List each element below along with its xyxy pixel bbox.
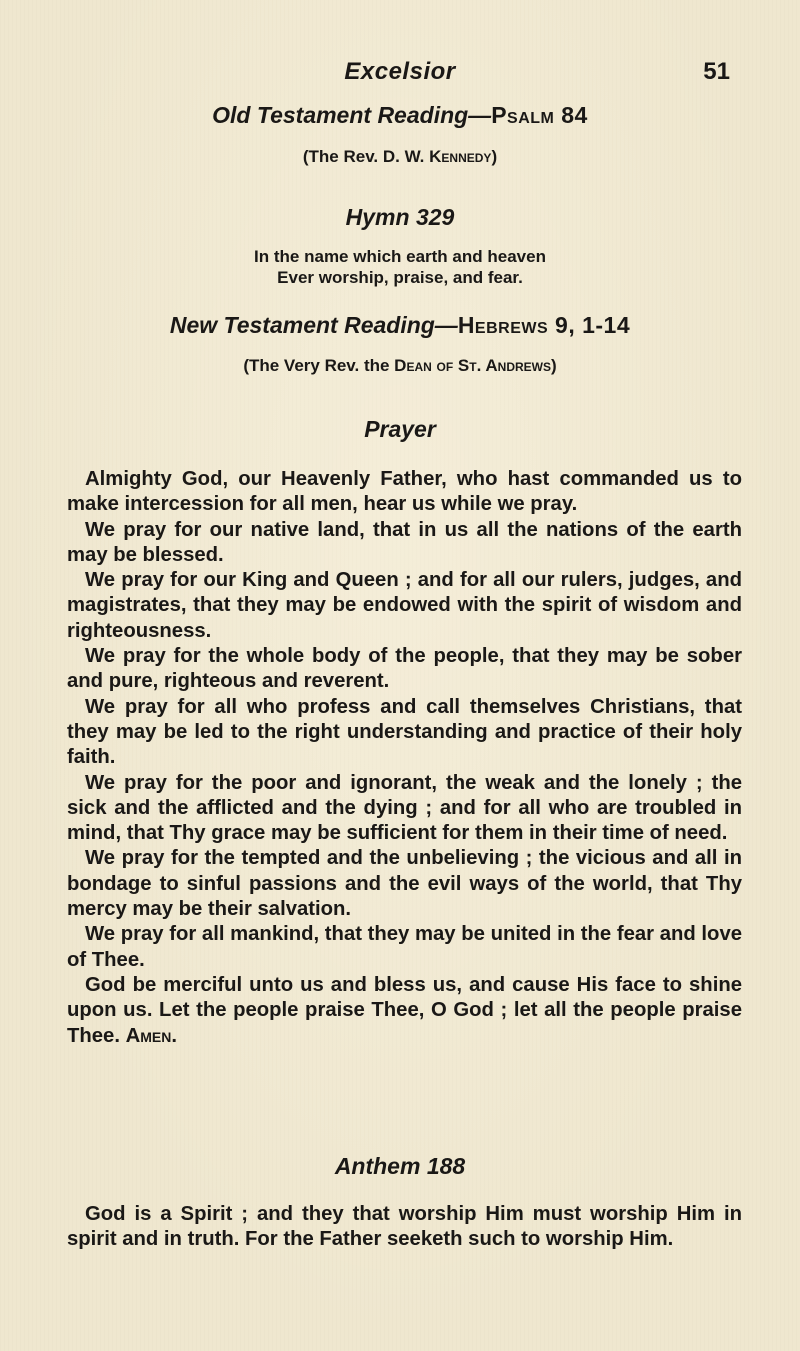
prayer-title: Prayer (364, 416, 436, 442)
ot-reader-prefix: (The Rev. D. W. (302, 147, 430, 166)
hymn-line: In the name which earth and heaven (254, 247, 546, 266)
nt-reader-suffix: ) (551, 356, 557, 375)
nt-reader (0, 356, 800, 376)
prayer-final-text: God be merciful unto us and bless us, and cause His face to shine upon us. Let the people praise Thee, O God ; let all the people praise Thee. (67, 973, 742, 1047)
nt-reader-name: Dean of St. Andrews (394, 356, 551, 375)
prayer-paragraph: We pray for our King and Queen ; and for all our rulers, judges, and magistrates, that they may be endowed with the spirit of wisdom and righteousness. (67, 569, 742, 642)
ot-reading-heading (0, 102, 800, 129)
prayer-final-paragraph (67, 973, 742, 1049)
hymn-line: Ever worship, praise, and fear. (277, 268, 523, 287)
ot-reading-reference: Psalm 84 (491, 102, 588, 128)
anthem-paragraph: God is a Spirit ; and they that worship Him must worship Him in spirit and in truth. For the Father seeketh such to worship Him. (67, 1203, 742, 1251)
ot-reading-label: Old Testament Reading— (212, 102, 492, 128)
prayer-paragraph: Almighty God, our Heavenly Father, who hast commanded us to make intercession for all men, hear us while we pray. (67, 468, 742, 516)
anthem-title: Anthem 188 (334, 1153, 466, 1179)
prayer-paragraph: We pray for the whole body of the people, that they may be sober and pure, righteous and reverent. (67, 645, 742, 693)
nt-reading-heading (0, 312, 800, 339)
ot-reader-name: Kennedy (429, 147, 492, 166)
nt-reader-prefix: (The Very Rev. the (243, 356, 395, 375)
page-number: 51 (703, 58, 730, 85)
prayer-paragraph: We pray for the tempted and the unbelieving ; the vicious and all in bondage to sinful passions and the evil ways of the world, that Thy mercy may be their salvation. (67, 847, 742, 921)
ot-reader (0, 147, 800, 167)
anthem-body (67, 1202, 742, 1253)
prayer-body (67, 467, 742, 1049)
prayer-paragraph: We pray for all who profess and call themselves Christians, that they may be led to the right understanding and practice of their holy faith. (67, 695, 742, 769)
ot-reader-suffix: ) (491, 147, 498, 166)
amen: Amen. (125, 1024, 178, 1047)
prayer-paragraph: We pray for all mankind, that they may be united in the fear and love of Thee. (67, 923, 742, 971)
nt-reading-label: New Testament Reading— (169, 312, 458, 338)
hymn-lines (0, 246, 800, 288)
prayer-paragraph: We pray for our native land, that in us all the nations of the earth may be blessed. (67, 518, 742, 566)
nt-reading-reference: Hebrews 9, 1-14 (457, 312, 631, 338)
prayer-paragraph: We pray for the poor and ignorant, the weak and the lonely ; the sick and the afflicted and the dying ; and for all who are troubled in mind, that Thy grace may be sufficient for them in their time of need. (67, 771, 742, 845)
hymn-title: Hymn 329 (345, 204, 455, 230)
running-head (0, 58, 800, 88)
running-title: Excelsior (344, 58, 456, 85)
